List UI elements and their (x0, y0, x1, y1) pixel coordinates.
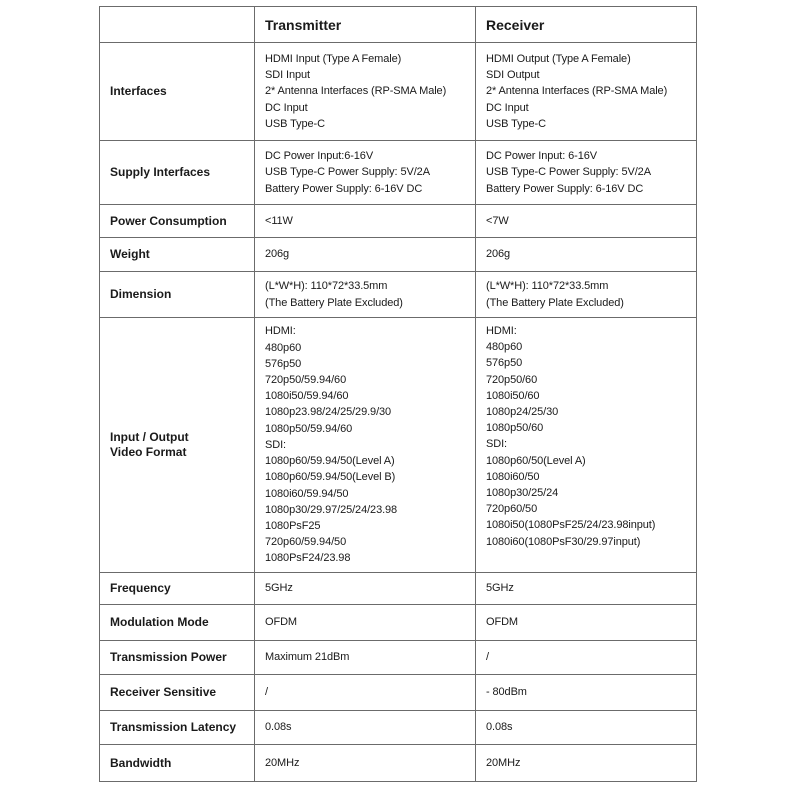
receiver-cell (476, 711, 697, 745)
value-line: USB Type-C Power Supply: 5V/2A (486, 166, 651, 179)
row-label: Transmission Power (100, 641, 255, 675)
spec-table (99, 6, 697, 782)
value-line: HDMI Output (Type A Female) (486, 52, 631, 65)
row-frequency (100, 573, 697, 605)
value-line: 480p60 (486, 341, 523, 354)
receiver-cell (476, 205, 697, 238)
value-line: / (486, 651, 489, 664)
value-line: 1080p60/50(Level A) (486, 454, 586, 467)
value-line: 1080i50(1080PsF25/24/23.98input) (486, 519, 656, 532)
value-line: SDI: (265, 438, 286, 451)
value-line: 1080i50/59.94/60 (265, 390, 349, 403)
value-line: 1080i60/59.94/50 (265, 487, 349, 500)
transmitter-cell (255, 238, 476, 272)
value-line: 1080i60/50 (486, 470, 540, 483)
value-line: Battery Power Supply: 6-16V DC (486, 182, 644, 195)
row-dimension (100, 272, 697, 318)
row-label: Receiver Sensitive (100, 675, 255, 711)
value-line: 20MHz (486, 756, 521, 769)
row-interfaces (100, 43, 697, 141)
value-line: 1080p30/29.97/25/24/23.98 (265, 503, 398, 516)
row-label: Interfaces (100, 43, 255, 141)
header-corner-cell (100, 7, 255, 43)
value-line: 1080p50/60 (486, 422, 544, 435)
transmitter-cell (255, 43, 476, 141)
value-line: 480p60 (265, 341, 302, 354)
row-label: Modulation Mode (100, 605, 255, 641)
row-modulation-mode (100, 605, 697, 641)
transmitter-cell (255, 605, 476, 641)
value-line: 206g (486, 248, 511, 261)
value-line: OFDM (486, 616, 518, 629)
header-receiver: Receiver (476, 7, 697, 43)
value-line: 5GHz (486, 582, 514, 595)
row-receiver-sensitive (100, 675, 697, 711)
value-line: 5GHz (265, 582, 293, 595)
value-line: USB Type-C (265, 117, 325, 130)
receiver-cell (476, 141, 697, 205)
row-label: Weight (100, 238, 255, 272)
receiver-cell (476, 641, 697, 675)
value-line: 720p60/50 (486, 503, 538, 516)
transmitter-cell (255, 205, 476, 238)
receiver-cell (476, 745, 697, 782)
value-line: DC Input (265, 101, 308, 114)
value-line: 1080p60/59.94/50(Level A) (265, 455, 395, 468)
row-label: Frequency (100, 573, 255, 605)
value-line: 206g (265, 248, 290, 261)
value-line: 1080p30/25/24 (486, 487, 559, 500)
row-label: Dimension (100, 272, 255, 318)
value-line: 720p50/59.94/60 (265, 374, 347, 387)
value-line: Maximum 21dBm (265, 651, 350, 664)
row-label: Power Consumption (100, 205, 255, 238)
transmitter-cell (255, 675, 476, 711)
value-line: 0.08s (486, 721, 513, 734)
value-line: / (265, 686, 268, 699)
value-line: 1080PsF25 (265, 519, 321, 532)
value-line: DC Power Input: 6-16V (486, 150, 598, 163)
row-supply-interfaces (100, 141, 697, 205)
transmitter-cell (255, 573, 476, 605)
value-line: (The Battery Plate Excluded) (265, 296, 403, 309)
value-line: HDMI: (486, 325, 517, 337)
value-line: 1080i60(1080PsF30/29.97input) (486, 535, 641, 548)
value-line: 1080p24/25/30 (486, 406, 559, 419)
value-line: (The Battery Plate Excluded) (486, 296, 624, 309)
value-line: <11W (265, 214, 293, 227)
value-line: SDI Output (486, 69, 540, 82)
value-line: 2* Antenna Interfaces (RP-SMA Male) (486, 85, 668, 98)
receiver-cell (476, 605, 697, 641)
value-line: HDMI Input (Type A Female) (265, 52, 402, 65)
value-line: OFDM (265, 616, 297, 629)
transmitter-cell (255, 318, 476, 573)
receiver-cell (476, 238, 697, 272)
value-line: (L*W*H): 110*72*33.5mm (265, 280, 388, 293)
row-label: Supply Interfaces (100, 141, 255, 205)
value-line: 720p60/59.94/50 (265, 536, 347, 549)
value-line: Battery Power Supply: 6-16V DC (265, 182, 423, 195)
transmitter-cell (255, 745, 476, 782)
receiver-cell (476, 675, 697, 711)
row-transmission-latency (100, 711, 697, 745)
receiver-cell (476, 272, 697, 318)
value-line: 1080p50/59.94/60 (265, 422, 353, 435)
value-line: 576p50 (265, 357, 302, 370)
value-line: 720p50/60 (486, 373, 538, 386)
transmitter-cell (255, 141, 476, 205)
value-line: 1080PsF24/23.98 (265, 552, 351, 565)
value-line: DC Power Input:6-16V (265, 150, 374, 163)
header-transmitter: Transmitter (255, 7, 476, 43)
row-label: Transmission Latency (100, 711, 255, 745)
row-power-consumption (100, 205, 697, 238)
header-row (100, 7, 697, 43)
value-line: 2* Antenna Interfaces (RP-SMA Male) (265, 85, 447, 98)
value-line: SDI Input (265, 69, 310, 82)
transmitter-cell (255, 272, 476, 318)
value-line: 576p50 (486, 357, 523, 370)
value-line: 20MHz (265, 756, 300, 769)
row-weight (100, 238, 697, 272)
value-line: 1080p23.98/24/25/29.9/30 (265, 406, 392, 419)
value-line: HDMI: (265, 325, 296, 338)
receiver-cell (476, 573, 697, 605)
value-line: USB Type-C Power Supply: 5V/2A (265, 166, 430, 179)
receiver-cell (476, 43, 697, 141)
row-bandwidth (100, 745, 697, 782)
row-label-line: Input / Output (110, 430, 189, 444)
value-line: SDI: (486, 438, 507, 451)
row-label: Bandwidth (100, 745, 255, 782)
value-line: DC Input (486, 101, 529, 114)
value-line: 0.08s (265, 721, 292, 734)
transmitter-cell (255, 711, 476, 745)
value-line: (L*W*H): 110*72*33.5mm (486, 280, 609, 293)
row-label-line: Video Format (110, 445, 187, 459)
row-transmission-power (100, 641, 697, 675)
transmitter-cell (255, 641, 476, 675)
value-line: USB Type-C (486, 117, 546, 130)
value-line: 1080p60/59.94/50(Level B) (265, 471, 396, 484)
row-label (100, 318, 255, 573)
receiver-cell (476, 318, 697, 573)
value-line: 1080i50/60 (486, 389, 540, 402)
value-line: - 80dBm (486, 686, 527, 699)
row-video-format (100, 318, 697, 573)
value-line: <7W (486, 214, 509, 227)
